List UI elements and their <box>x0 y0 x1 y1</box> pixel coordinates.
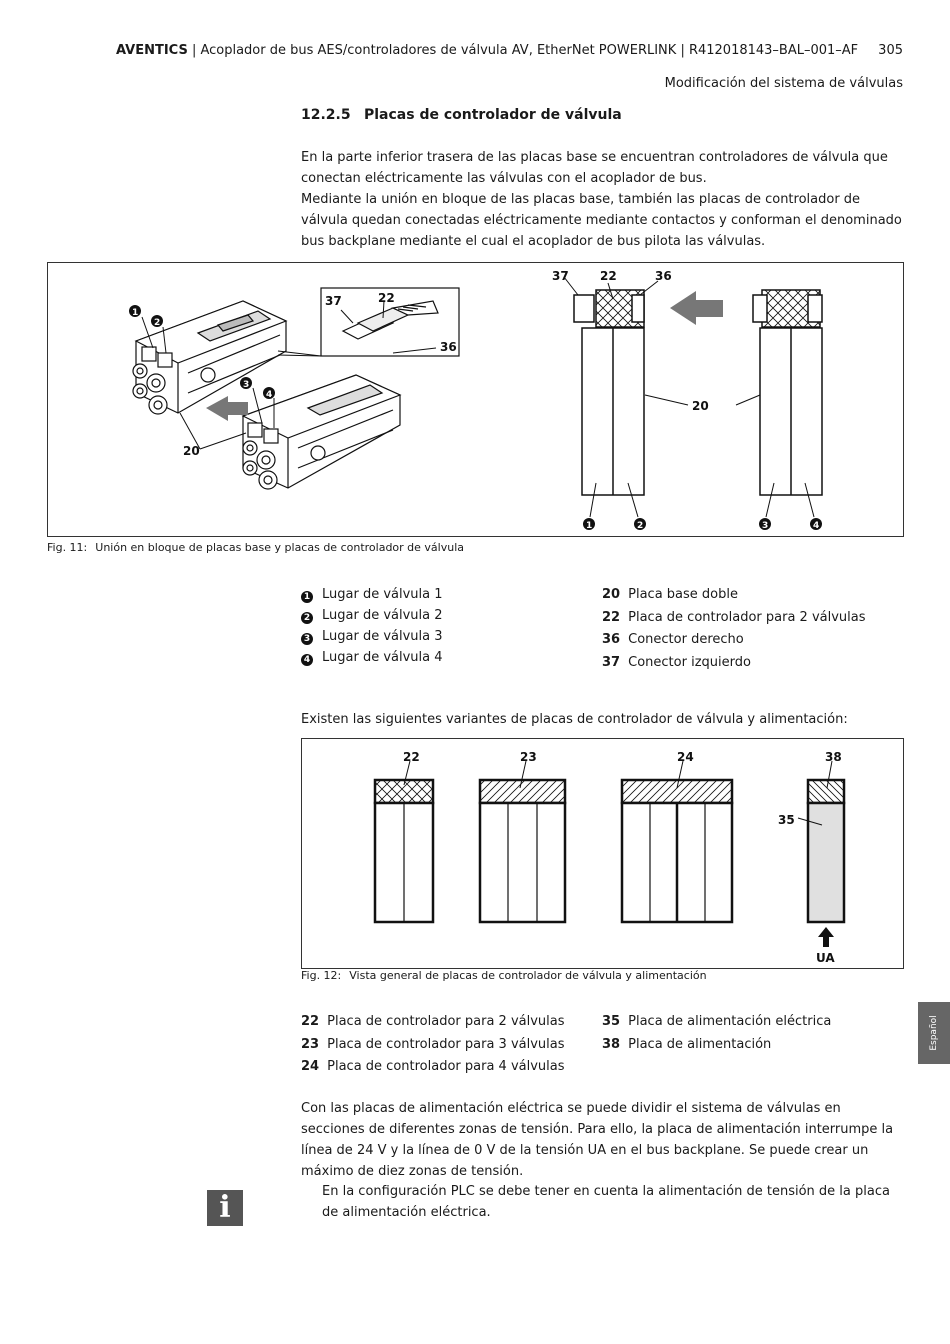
page-number: 305 <box>878 43 903 58</box>
closing-paragraph: Con las placas de alimentación eléctrica se puede dividir el sistema de válvulas en secciones de diferentes zonas de tensión. Para ello, la placa de alimentación interrumpe la línea de 24 V y la línea de 0 V de la tensión UA en el bus backplane. Se puede crear un máximo de diez zonas de tensión. <box>301 1101 894 1179</box>
brand-name: AVENTICS <box>115 43 188 58</box>
legend-text: Lugar de válvula 2 <box>322 608 443 623</box>
callout-35: 35 <box>778 813 795 827</box>
figure-12-caption-text: Vista general de placas de controlador de válvula y alimentación <box>349 969 707 982</box>
intro-text <box>301 147 906 252</box>
bullet-3-icon: 3 <box>301 633 313 645</box>
legend-text: Placa de alimentación eléctrica <box>628 1014 832 1029</box>
push-arrow-icon <box>206 396 248 421</box>
legend-text: Placa de controlador para 2 válvulas <box>628 609 866 625</box>
legend-text: Lugar de válvula 3 <box>322 629 443 644</box>
detail-inset <box>278 288 459 356</box>
legend-1-left <box>301 584 443 668</box>
join-arrow-icon <box>670 291 723 325</box>
bullet-1-left: 1 <box>132 308 139 318</box>
legend-item <box>301 1011 565 1034</box>
legend-key: 20 <box>602 587 621 602</box>
legend-text: Conector derecho <box>628 632 744 647</box>
legend-item <box>602 607 866 630</box>
legend-item <box>301 647 443 668</box>
controller-plate-3-valves <box>480 780 565 922</box>
legend-item <box>602 652 866 675</box>
callout-38: 38 <box>825 750 842 764</box>
figure-12-label: Fig. 12: <box>301 969 342 982</box>
figure-11-caption <box>47 541 464 554</box>
callout-23: 23 <box>520 750 537 764</box>
leader-lines-fig12 <box>404 761 832 825</box>
bullet-2-icon: 2 <box>301 612 313 624</box>
legend-item <box>301 605 443 626</box>
supply-plate <box>808 780 844 922</box>
document-title: | Acoplador de bus AES/controladores de válvula AV, EtherNet POWERLINK | R412018143–BAL–001–AF <box>187 43 859 58</box>
info-icon: i <box>207 1190 243 1226</box>
ua-arrow-icon <box>818 927 834 947</box>
callout-ua: UA <box>816 951 835 965</box>
legend-key: 36 <box>602 632 621 647</box>
figure-11-label: Fig. 11: <box>47 541 88 554</box>
figure-11-drawing <box>48 263 903 536</box>
callout-36-inset: 36 <box>440 340 457 354</box>
heading-number: 12.2.5 <box>301 107 351 123</box>
bullet-3-left: 3 <box>243 380 250 390</box>
section-heading <box>301 107 622 123</box>
legend-1-right <box>602 584 866 674</box>
legend-item <box>301 1056 565 1079</box>
bullet-3-right: 3 <box>762 521 769 531</box>
legend-text: Placa de controlador para 4 válvulas <box>327 1059 565 1074</box>
figure-11 <box>47 262 904 537</box>
legend-item <box>602 1034 831 1057</box>
callout-37-right: 37 <box>552 269 569 283</box>
callout-20-left: 20 <box>183 444 200 458</box>
callout-22-inset: 22 <box>378 291 395 305</box>
figure-12-drawing <box>302 739 903 968</box>
legend-text: Lugar de válvula 4 <box>322 650 443 665</box>
legend-item <box>301 626 443 647</box>
callout-22-right: 22 <box>600 269 617 283</box>
figure-12 <box>301 738 904 969</box>
legend-text: Lugar de válvula 1 <box>322 587 443 602</box>
language-tab <box>918 1002 950 1064</box>
bullet-2-left: 2 <box>154 318 161 328</box>
figure-11-caption-text: Unión en bloque de placas base y placas de controlador de válvula <box>95 541 465 554</box>
bullet-1-right: 1 <box>586 521 593 531</box>
running-header <box>116 43 903 58</box>
legend-key: 35 <box>602 1014 621 1029</box>
callout-37-inset: 37 <box>325 294 342 308</box>
legend-item <box>301 584 443 605</box>
legend-text: Placa de alimentación <box>628 1036 772 1052</box>
legend-2-left <box>301 1011 565 1079</box>
bullet-4-icon: 4 <box>301 654 313 666</box>
callout-20-right: 20 <box>692 399 709 413</box>
callout-22: 22 <box>403 750 420 764</box>
legend-key: 37 <box>602 654 621 670</box>
intro-paragraph-2: Mediante la unión en bloque de las placas base, también las placas de controlador de válvula quedan conectadas eléctricamente mediante contactos y conforman el denominado bus backplane mediante el cual el acoplador de bus pilota las válvulas. <box>301 192 902 249</box>
legend-key: 22 <box>602 609 621 625</box>
bullet-4-left: 4 <box>266 390 273 400</box>
legend-text: Placa base doble <box>628 587 738 602</box>
variants-intro: Existen las siguientes variantes de placas de controlador de válvula y alimentación: <box>301 712 848 727</box>
legend-key: 38 <box>602 1036 621 1052</box>
legend-2-right <box>602 1011 831 1056</box>
legend-key: 23 <box>301 1036 320 1052</box>
figure-12-caption <box>301 969 707 982</box>
heading-title: Placas de controlador de válvula <box>364 107 622 123</box>
section-title: Modificación del sistema de válvulas <box>664 76 903 91</box>
right-diagram <box>574 290 822 495</box>
legend-text: Conector izquierdo <box>628 654 751 670</box>
legend-item <box>602 1011 831 1034</box>
legend-text: Placa de controlador para 3 válvulas <box>327 1036 565 1052</box>
bullet-2-right: 2 <box>637 521 644 531</box>
bullet-1-icon: 1 <box>301 591 313 603</box>
controller-plate-2-valves <box>375 780 433 922</box>
legend-key: 24 <box>301 1059 320 1074</box>
intro-paragraph-1: En la parte inferior trasera de las placas base se encuentran controladores de válvula que conectan eléctricamente las válvulas con el acoplador de bus. <box>301 150 888 186</box>
info-note: En la configuración PLC se debe tener en cuenta la alimentación de tensión de la placa de alimentación eléctrica. <box>322 1184 890 1220</box>
legend-key: 22 <box>301 1014 320 1029</box>
language-tab-label: Español <box>929 1015 939 1051</box>
legend-item <box>602 584 866 607</box>
legend-item <box>602 629 866 652</box>
callout-36-right: 36 <box>655 269 672 283</box>
controller-plate-4-valves <box>622 780 732 922</box>
bullet-4-right: 4 <box>813 521 820 531</box>
legend-item <box>301 1034 565 1057</box>
callout-24: 24 <box>677 750 694 764</box>
legend-text: Placa de controlador para 2 válvulas <box>327 1014 565 1029</box>
